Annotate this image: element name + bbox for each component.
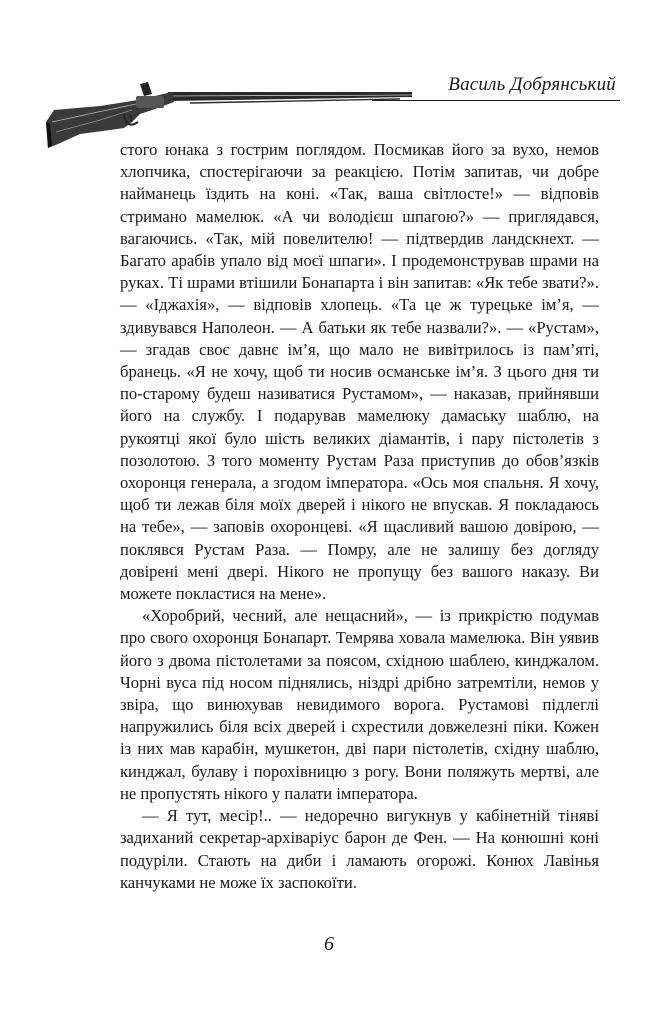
page-number: 6: [324, 933, 334, 955]
paragraph: стого юнака з гострим поглядом. Посмикав його за вухо, немов хлопчика, спостерігаючи за реакцією. Потім запитав, чи добре найманець їздить на коні. «Так, ваша світлосте!» — відповів стримано мамелюк. «А чи володієш шпагою?» — приглядався, вагаючись. «Так, мій повелителю! — підтвердив ландскнехт. — Багато арабів упало від моєї шпаги». І продемонстрував шрами на руках. Ті шрами втішили Бонапарта і він запитав: «Як тебе звати?». — «Іджахія», — відповів хлопець. «Та це ж турецьке ім’я, — здивувався Наполеон. — А батьки як тебе назвали?». — «Рустам», — згадав своє давнє ім’я, що мало не вивітрилось із пам’яті, бранець. «Я не хочу, щоб ти носив османське ім’я. З цього дня ти по-старому будеш називатися Рустамом», — наказав, прийнявши його на службу. І подарував мамелюку дамаську шаблю, на рукоятці якої було шість великих діамантів, і пару пістолетів з позолотою. З того моменту Рустам Раза приступив до обов’язків охоронця генерала, а згодом імператора. «Ось моя спальня. Я хочу, щоб ти лежав біля моїх дверей і нікого не впускав. Я покладаюсь на тебе», — заповів охоронцеві. «Я щасливий вашою довірою, — поклявся Рустам Раза. — Помру, але не залишу без догляду довірені мені двері. Нікого не пропущу без вашого наказу. Ви можете покластися на мене».: [120, 140, 599, 604]
paragraph: — Я тут, месір!.. — недоречно вигукнув у кабінетній тіняві задиханий секретар-архіваріус барон де Фен. — На конюшні коні подуріли. Стають на диби і ламають огорожі. Конюх Лавінья канчуками не може їх заспокоїти.: [120, 806, 599, 892]
running-head-author: Василь Добрянський: [448, 74, 616, 95]
header-rule: [372, 100, 620, 101]
page-header: [0, 0, 658, 150]
body-text: [120, 139, 599, 894]
paragraph: «Хоробрий, чесний, але нещасний», — із прикрістю подумав про свого охоронця Бонапарт. Темрява ховала мамелюка. Він уявив його з двома пістолетами за поясом, східною шаблею, кинджалом. Чорні вуса під носом піднялись, ніздрі дрібно затремтіли, немов у звіра, що винюхував невидимого ворога. Рустамові підлеглі напружились біля всіх дверей і схрестили довжелезні піки. Кожен із них мав карабін, мушкетон, дві пари пістолетів, східну шаблю, кинджал, булаву і порохівницю з рогу. Вони поляжуть мертві, але не пропустять нікого у палати імператора.: [120, 606, 599, 803]
